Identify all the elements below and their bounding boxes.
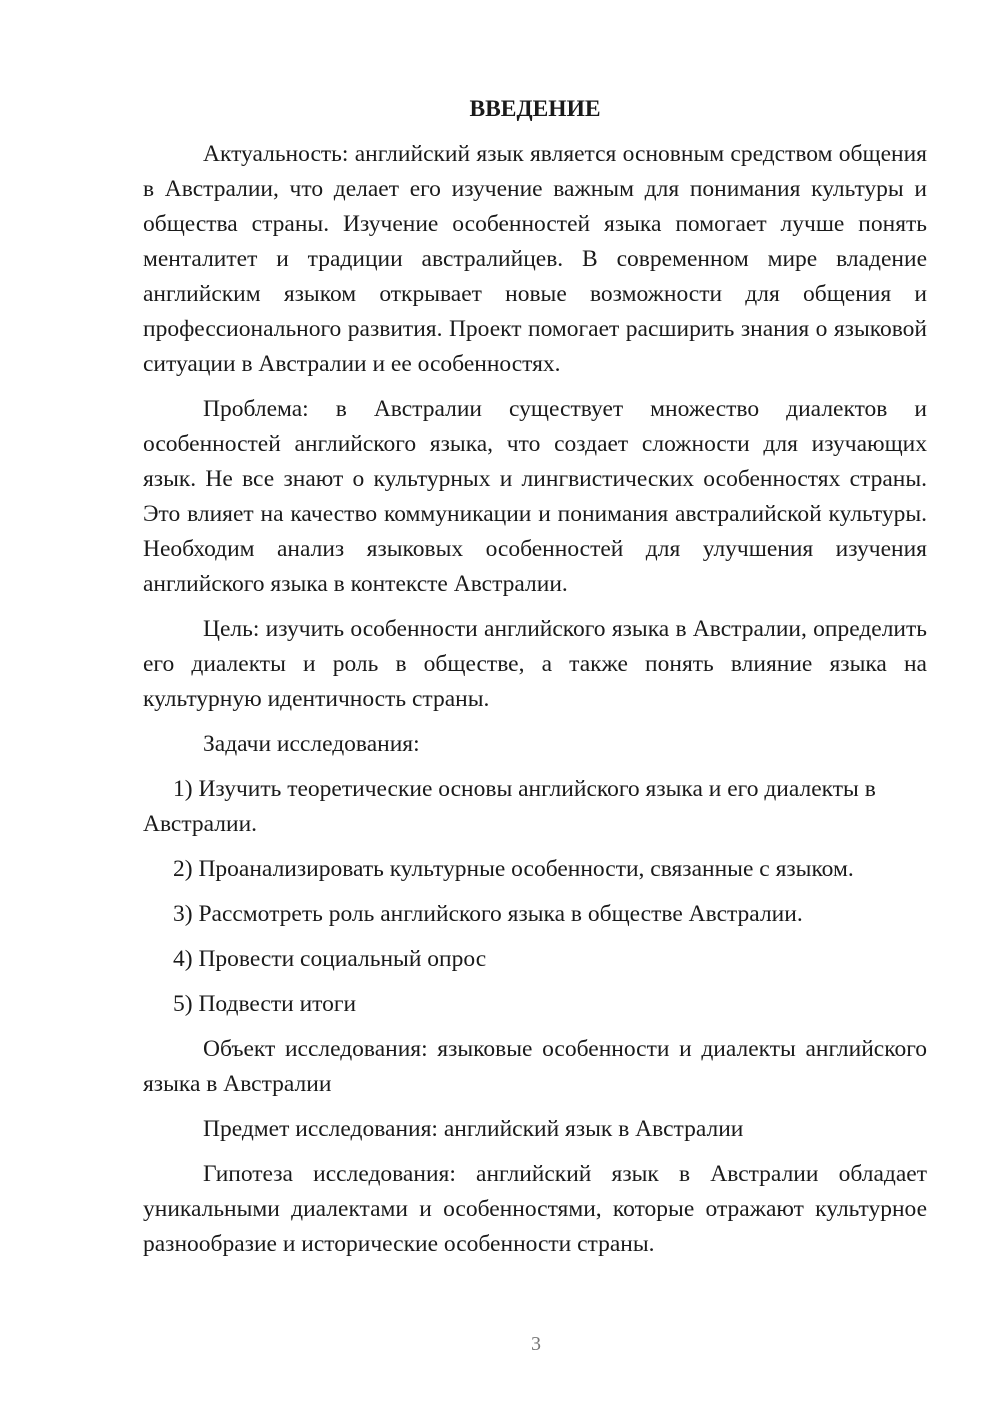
task-item-3: 3) Рассмотреть роль английского языка в обществе Австралии. [173,901,803,927]
page-number: 3 [531,1333,541,1355]
task-item-2: 2) Проанализировать культурные особенности, связанные с языком. [173,856,854,882]
task-item-5: 5) Подвести итоги [173,991,357,1017]
goal-paragraph: Цель: изучить особенности английского языка в Австралии, определить его диалекты и роль в обществе, а также понять влияние языка на культурную идентичность страны. [143,616,927,712]
subject-paragraph: Предмет исследования: английский язык в Австралии [203,1116,744,1142]
relevance-paragraph: Актуальность: английский язык является основным средством общения в Австралии, что делает его изучение важным для понимания культуры и общества страны. Изучение особенностей языка помогает лучше понять менталитет и традиции австралийцев. В современном мире владение английским языком открывает новые возможности для общения и профессионального развития. Проект помогает расширить знания о языковой ситуации в Австралии и ее особенностях. [143,141,927,377]
tasks-heading: Задачи исследования: [203,731,420,757]
task-item-1: 1) Изучить теоретические основы английского языка и его диалекты в Австралии. [143,776,876,837]
task-item-4: 4) Провести социальный опрос [173,946,487,972]
tasks-list [143,772,927,1022]
object-paragraph: Объект исследования: языковые особенности и диалекты английского языка в Австралии [143,1036,927,1097]
problem-paragraph: Проблема: в Австралии существует множество диалектов и особенностей английского языка, что создает сложности для изучающих язык. Не все знают о культурных и лингвистических особенностях страны. Это влияет на качество коммуникации и понимания австралийской культуры. Необходим анализ языковых особенностей для улучшения изучения английского языка в контексте Австралии. [143,396,927,597]
hypothesis-paragraph: Гипотеза исследования: английский язык в Австралии обладает уникальными диалектами и особенностями, которые отражают культурное разнообразие и исторические особенности страны. [143,1161,927,1257]
page-content [143,92,927,1262]
section-title: ВВЕДЕНИЕ [469,96,601,122]
